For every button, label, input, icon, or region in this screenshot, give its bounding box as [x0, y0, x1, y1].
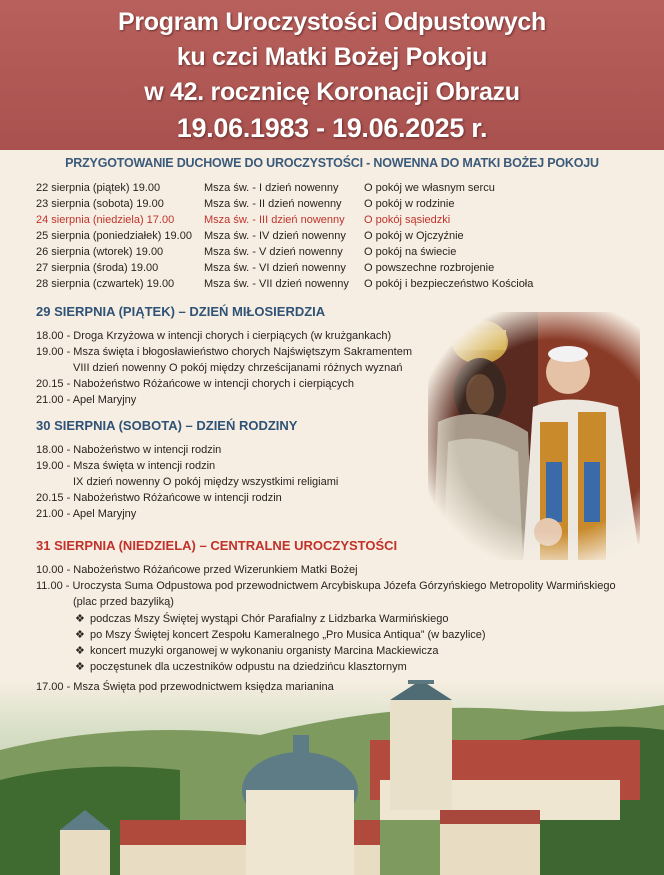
novena-mass: Msza św. - VI dzień nowenny [204, 262, 346, 274]
day31-line-2: 11.00 - Uroczysta Suma Odpustowa pod przewodnictwem Arcybiskupa Józefa Górzyńskiego Metropolity Warmińskiego [36, 580, 616, 592]
novena-mass: Msza św. - VII dzień nowenny [204, 278, 349, 290]
novena-date: 26 sierpnia (wtorek) 19.00 [36, 246, 164, 258]
basilica-landscape [0, 680, 664, 875]
day29-line-5: 21.00 - Apel Maryjny [36, 394, 137, 406]
day30-heading: 30 SIERPNIA (SOBOTA) – DZIEŃ RODZINY [36, 418, 298, 433]
day29-line-3: VIII dzień nowenny O pokój między chrześcijanami różnych wyznań [73, 362, 403, 374]
icon-and-pope-photo [428, 312, 640, 560]
diamond-bullet-icon: ❖ [75, 629, 85, 641]
diamond-bullet-icon: ❖ [75, 661, 85, 673]
novena-mass: Msza św. - I dzień nowenny [204, 182, 339, 194]
day30-line-4: 20.15 - Nabożeństwo Różańcowe w intencji rodzin [36, 492, 282, 504]
title-line-2: ku czci Matki Bożej Pokoju [176, 43, 488, 71]
novena-heading: PRZYGOTOWANIE DUCHOWE DO UROCZYSTOŚCI - NOWENNA DO MATKI BOŻEJ POKOJU [65, 156, 599, 170]
header-banner [0, 0, 664, 150]
landscape-illustration [0, 680, 664, 875]
novena-mass: Msza św. - IV dzień nowenny [204, 230, 346, 242]
title-line-3: w 42. rocznicę Koronacji Obrazu [144, 78, 520, 106]
novena-intention: O powszechne rozbrojenie [364, 262, 495, 274]
day31-line-1: 10.00 - Nabożeństwo Różańcowe przed Wizerunkiem Matki Bożej [36, 564, 358, 576]
diamond-bullet-icon: ❖ [75, 645, 85, 657]
novena-intention: O pokój sąsiedzki [364, 214, 451, 226]
day29-heading: 29 SIERPNIA (PIĄTEK) – DZIEŃ MIŁOSIERDZIA [36, 304, 326, 319]
novena-date: 27 sierpnia (środa) 19.00 [36, 262, 159, 274]
novena-mass: Msza św. - V dzień nowenny [204, 246, 343, 258]
day30-line-1: 18.00 - Nabożeństwo w intencji rodzin [36, 444, 222, 456]
day30-line-2: 19.00 - Msza święta w intencji rodzin [36, 460, 216, 472]
list-item-text: koncert muzyki organowej w wykonaniu organisty Marcina Mackiewicza [90, 645, 439, 657]
novena-intention: O pokój we własnym sercu [364, 182, 495, 194]
novena-date: 23 sierpnia (sobota) 19.00 [36, 198, 164, 210]
title-line-4: 19.06.1983 - 19.06.2025 r. [176, 113, 488, 143]
day31-line-4: 17.00 - Msza Święta pod przewodnictwem księdza marianina [36, 681, 334, 693]
novena-date: 28 sierpnia (czwartek) 19.00 [36, 278, 175, 290]
novena-intention: O pokój na świecie [364, 246, 457, 258]
day30-line-3: IX dzień nowenny O pokój między wszystkimi religiami [73, 476, 339, 488]
day31-heading: 31 SIERPNIA (NIEDZIELA) – CENTRALNE UROCZYSTOŚCI [36, 538, 398, 553]
title-line-1: Program Uroczystości Odpustowych [118, 8, 546, 36]
day30-line-5: 21.00 - Apel Maryjny [36, 508, 137, 520]
day29-line-4: 20.15 - Nabożeństwo Różańcowe w intencji chorych i cierpiących [36, 378, 354, 390]
list-item-text: podczas Mszy Świętej wystąpi Chór Parafialny z Lidzbarka Warmińskiego [90, 613, 449, 625]
novena-intention: O pokój w rodzinie [364, 198, 455, 210]
day31-line-3: (plac przed bazyliką) [73, 596, 174, 608]
diamond-bullet-icon: ❖ [75, 613, 85, 625]
novena-intention: O pokój w Ojczyźnie [364, 230, 464, 242]
photo-illustration [428, 312, 640, 560]
day29-line-2: 19.00 - Msza święta i błogosławieństwo chorych Najświętszym Sakramentem [36, 346, 412, 358]
day29-line-1: 18.00 - Droga Krzyżowa w intencji chorych i cierpiących (w krużgankach) [36, 330, 392, 342]
novena-mass: Msza św. - II dzień nowenny [204, 198, 342, 210]
novena-intention: O pokój i bezpieczeństwo Kościoła [364, 278, 534, 290]
list-item-text: poczęstunek dla uczestników odpustu na dziedzińcu klasztornym [90, 661, 407, 673]
novena-date: 24 sierpnia (niedziela) 17.00 [36, 214, 175, 226]
novena-date: 22 sierpnia (piątek) 19.00 [36, 182, 161, 194]
novena-mass: Msza św. - III dzień nowenny [204, 214, 345, 226]
list-item-text: po Mszy Świętej koncert Zespołu Kameralnego „Pro Musica Antiqua” (w bazylice) [90, 629, 486, 641]
novena-date: 25 sierpnia (poniedziałek) 19.00 [36, 230, 192, 242]
